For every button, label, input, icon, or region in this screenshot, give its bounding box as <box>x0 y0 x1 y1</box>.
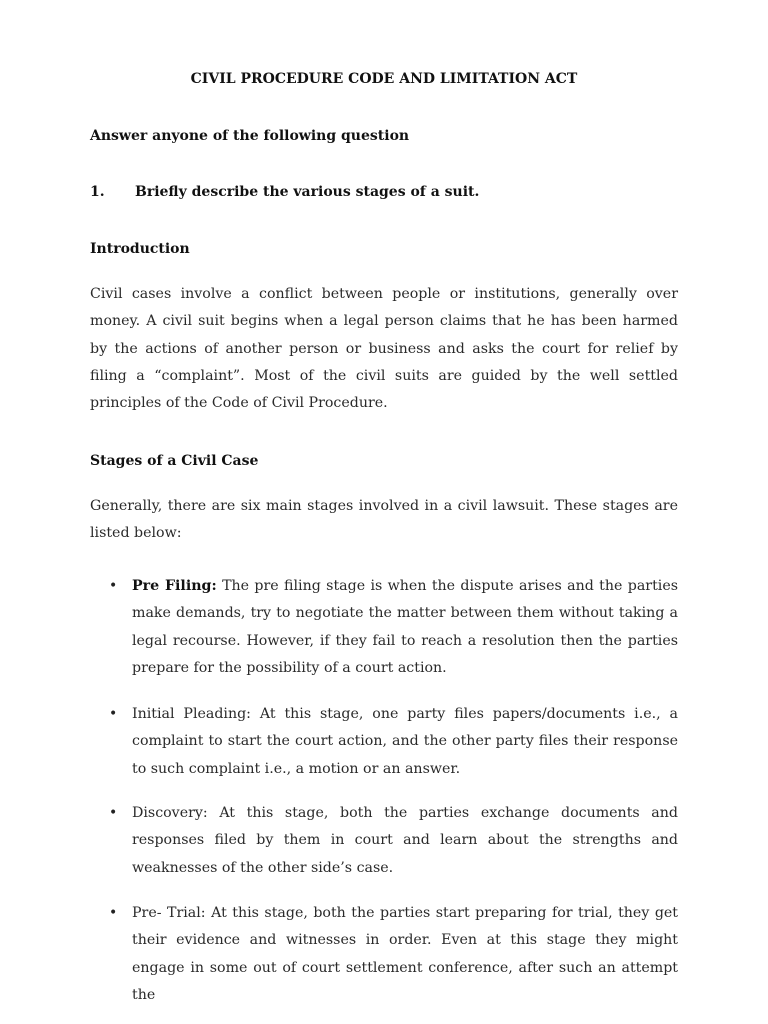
bullet-icon: • <box>109 706 118 722</box>
list-item-text <box>132 573 678 682</box>
list-item-body: At this stage, both the parties start preparing for trial, they get their evidence and witnesses in order. Even at this stage they might engage in some out of court settlement conference, after such an attempt the <box>132 905 678 1003</box>
question-heading <box>90 182 479 202</box>
stages-intro-paragraph: Generally, there are six main stages involved in a civil lawsuit. These stages are listed below: <box>90 498 678 542</box>
instruction-text: Answer anyone of the following question <box>90 128 410 144</box>
question-number: 1. <box>90 184 105 200</box>
bullet-icon: • <box>109 905 118 921</box>
list-item-term: Discovery: <box>132 805 208 821</box>
introduction-paragraph: Civil cases involve a conflict between people or institutions, generally over money. A civil suit begins when a legal person claims that he has been harmed by the actions of another person or business and asks the court for relief by filing a “complaint”. Most of the civil suits are guided by the well settled principles of the Code of Civil Procedure. <box>90 286 678 412</box>
introduction-heading: Introduction <box>90 241 190 257</box>
document-title: CIVIL PROCEDURE CODE AND LIMITATION ACT <box>190 71 578 87</box>
bullet-icon: • <box>109 578 118 594</box>
question-text: Briefly describe the various stages of a suit. <box>135 184 480 200</box>
list-item-text <box>132 900 678 1009</box>
list-item-term: Initial Pleading: <box>132 706 251 722</box>
list-item-text <box>132 800 678 882</box>
list-item-term: Pre- Trial: <box>132 905 206 921</box>
list-item-text <box>132 701 678 783</box>
stages-heading: Stages of a Civil Case <box>90 453 259 469</box>
list-item-body: At this stage, both the parties exchange documents and responses filed by them in court and learn about the strengths and weaknesses of the other side’s case. <box>132 805 678 876</box>
bullet-icon: • <box>109 805 118 821</box>
list-item-body: The pre filing stage is when the dispute arises and the parties make demands, try to negotiate the matter between them without taking a legal recourse. However, if they fail to reach a resolution then the parties prepare for the possibility of a court action. <box>132 578 679 676</box>
list-item-term: Pre Filing: <box>132 578 217 594</box>
list-item-body: At this stage, one party files papers/documents i.e., a complaint to start the court action, and the other party files their response to such complaint i.e., a motion or an answer. <box>132 706 678 777</box>
